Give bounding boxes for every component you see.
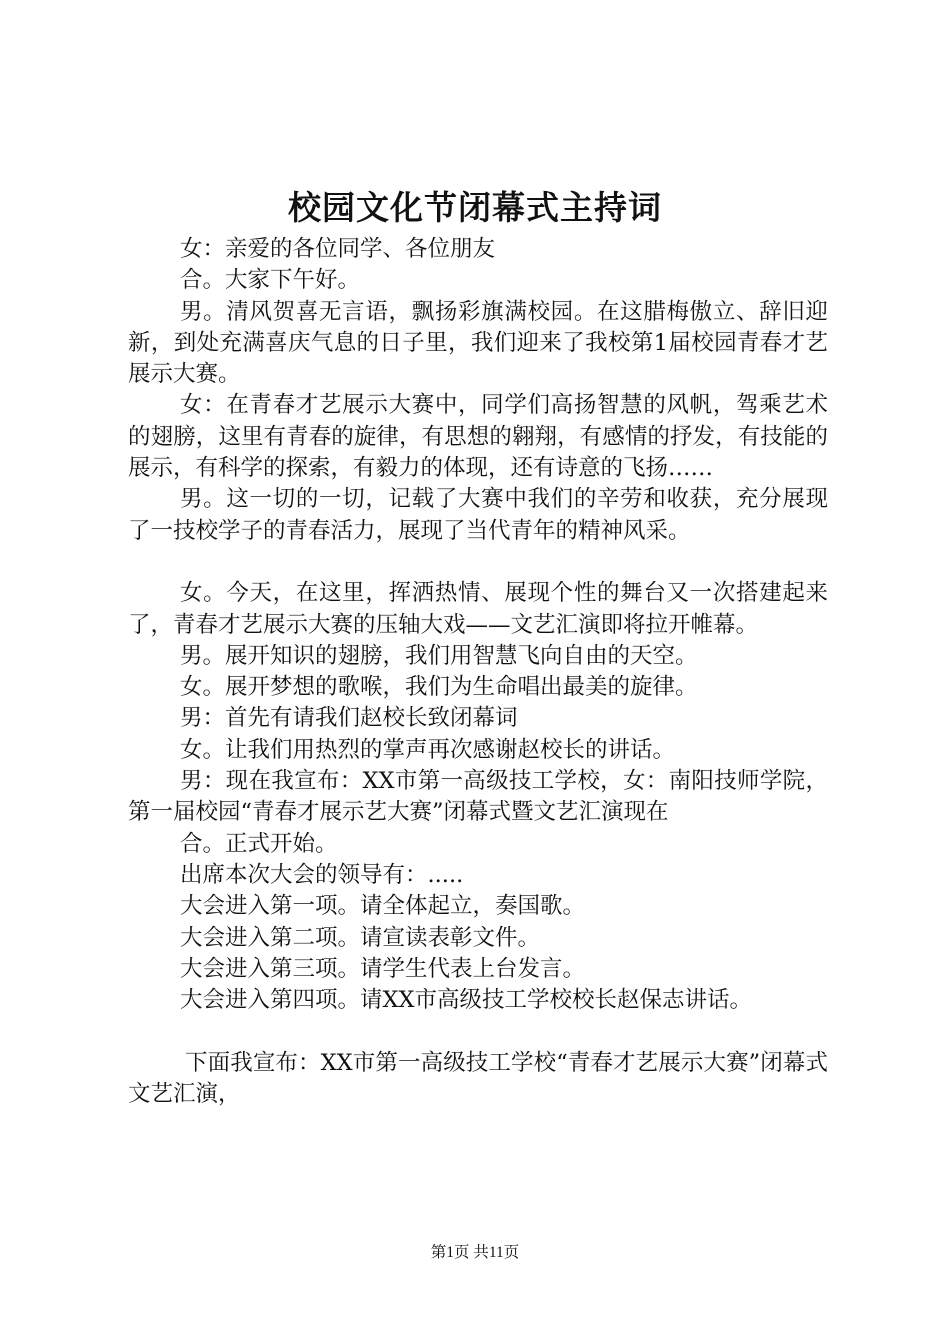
paragraph-15: 大会进入第二项。请宣读表彰文件。 <box>180 924 541 951</box>
blank-line <box>128 547 828 578</box>
blank-line <box>128 1016 828 1047</box>
paragraph-13: 出席本次大会的领导有：..... <box>180 861 464 888</box>
document-body <box>128 234 828 1110</box>
paragraph-17: 大会进入第四项。请XX市高级技工学校校长赵保志讲话。 <box>180 987 753 1014</box>
paragraph-18: 下面我宣布：XX市第一高级技工学校“青春才艺展示大赛”闭幕式文艺汇演， <box>128 1049 828 1108</box>
paragraph-3: 男。清风贺喜无言语，飘扬彩旗满校园。在这腊梅傲立、辞旧迎新，到处充满喜庆气息的日子里，我们迎来了我校第1届校园青春才艺展示大赛。 <box>128 298 828 388</box>
paragraph-6: 女。今天，在这里，挥洒热情、展现个性的舞台又一次搭建起来了，青春才艺展示大赛的压轴大戏——文艺汇演即将拉开帷幕。 <box>128 580 828 638</box>
document-title: 校园文化节闭幕式主持词 <box>288 188 662 227</box>
paragraph-7: 男。展开知识的翅膀，我们用智慧飞向自由的天空。 <box>180 642 698 669</box>
paragraph-12: 合。正式开始。 <box>180 830 338 857</box>
paragraph-4: 女：在青春才艺展示大赛中，同学们高扬智慧的风帆，驾乘艺术的翅膀，这里有青春的旋律，有思想的翱翔，有感情的抒发，有技能的展示，有科学的探索，有毅力的体现，还有诗意的飞扬…… <box>128 392 828 482</box>
paragraph-8: 女。展开梦想的歌喉，我们为生命唱出最美的旋律。 <box>180 674 698 701</box>
paragraph-1: 女：亲爱的各位同学、各位朋友 <box>180 236 496 262</box>
paragraph-14: 大会进入第一项。请全体起立，奏国歌。 <box>180 893 586 920</box>
paragraph-5: 男。这一切的一切，记载了大赛中我们的辛劳和收获，充分展现了一技校学子的青春活力，展现了当代青年的精神风采。 <box>128 486 828 544</box>
paragraph-2: 合。大家下午好。 <box>180 267 361 294</box>
page-number-footer: 第1页 共11页 <box>430 1244 520 1261</box>
paragraph-16: 大会进入第三项。请学生代表上台发言。 <box>180 955 586 982</box>
paragraph-9: 男：首先有请我们赵校长致闭幕词 <box>180 705 518 732</box>
paragraph-11: 男：现在我宣布：XX市第一高级技工学校，女：南阳技师学院，第一届校园“青春才展示艺大赛”闭幕式暨文艺汇演现在 <box>128 768 828 826</box>
paragraph-10: 女。让我们用热烈的掌声再次感谢赵校长的讲话。 <box>180 736 676 763</box>
